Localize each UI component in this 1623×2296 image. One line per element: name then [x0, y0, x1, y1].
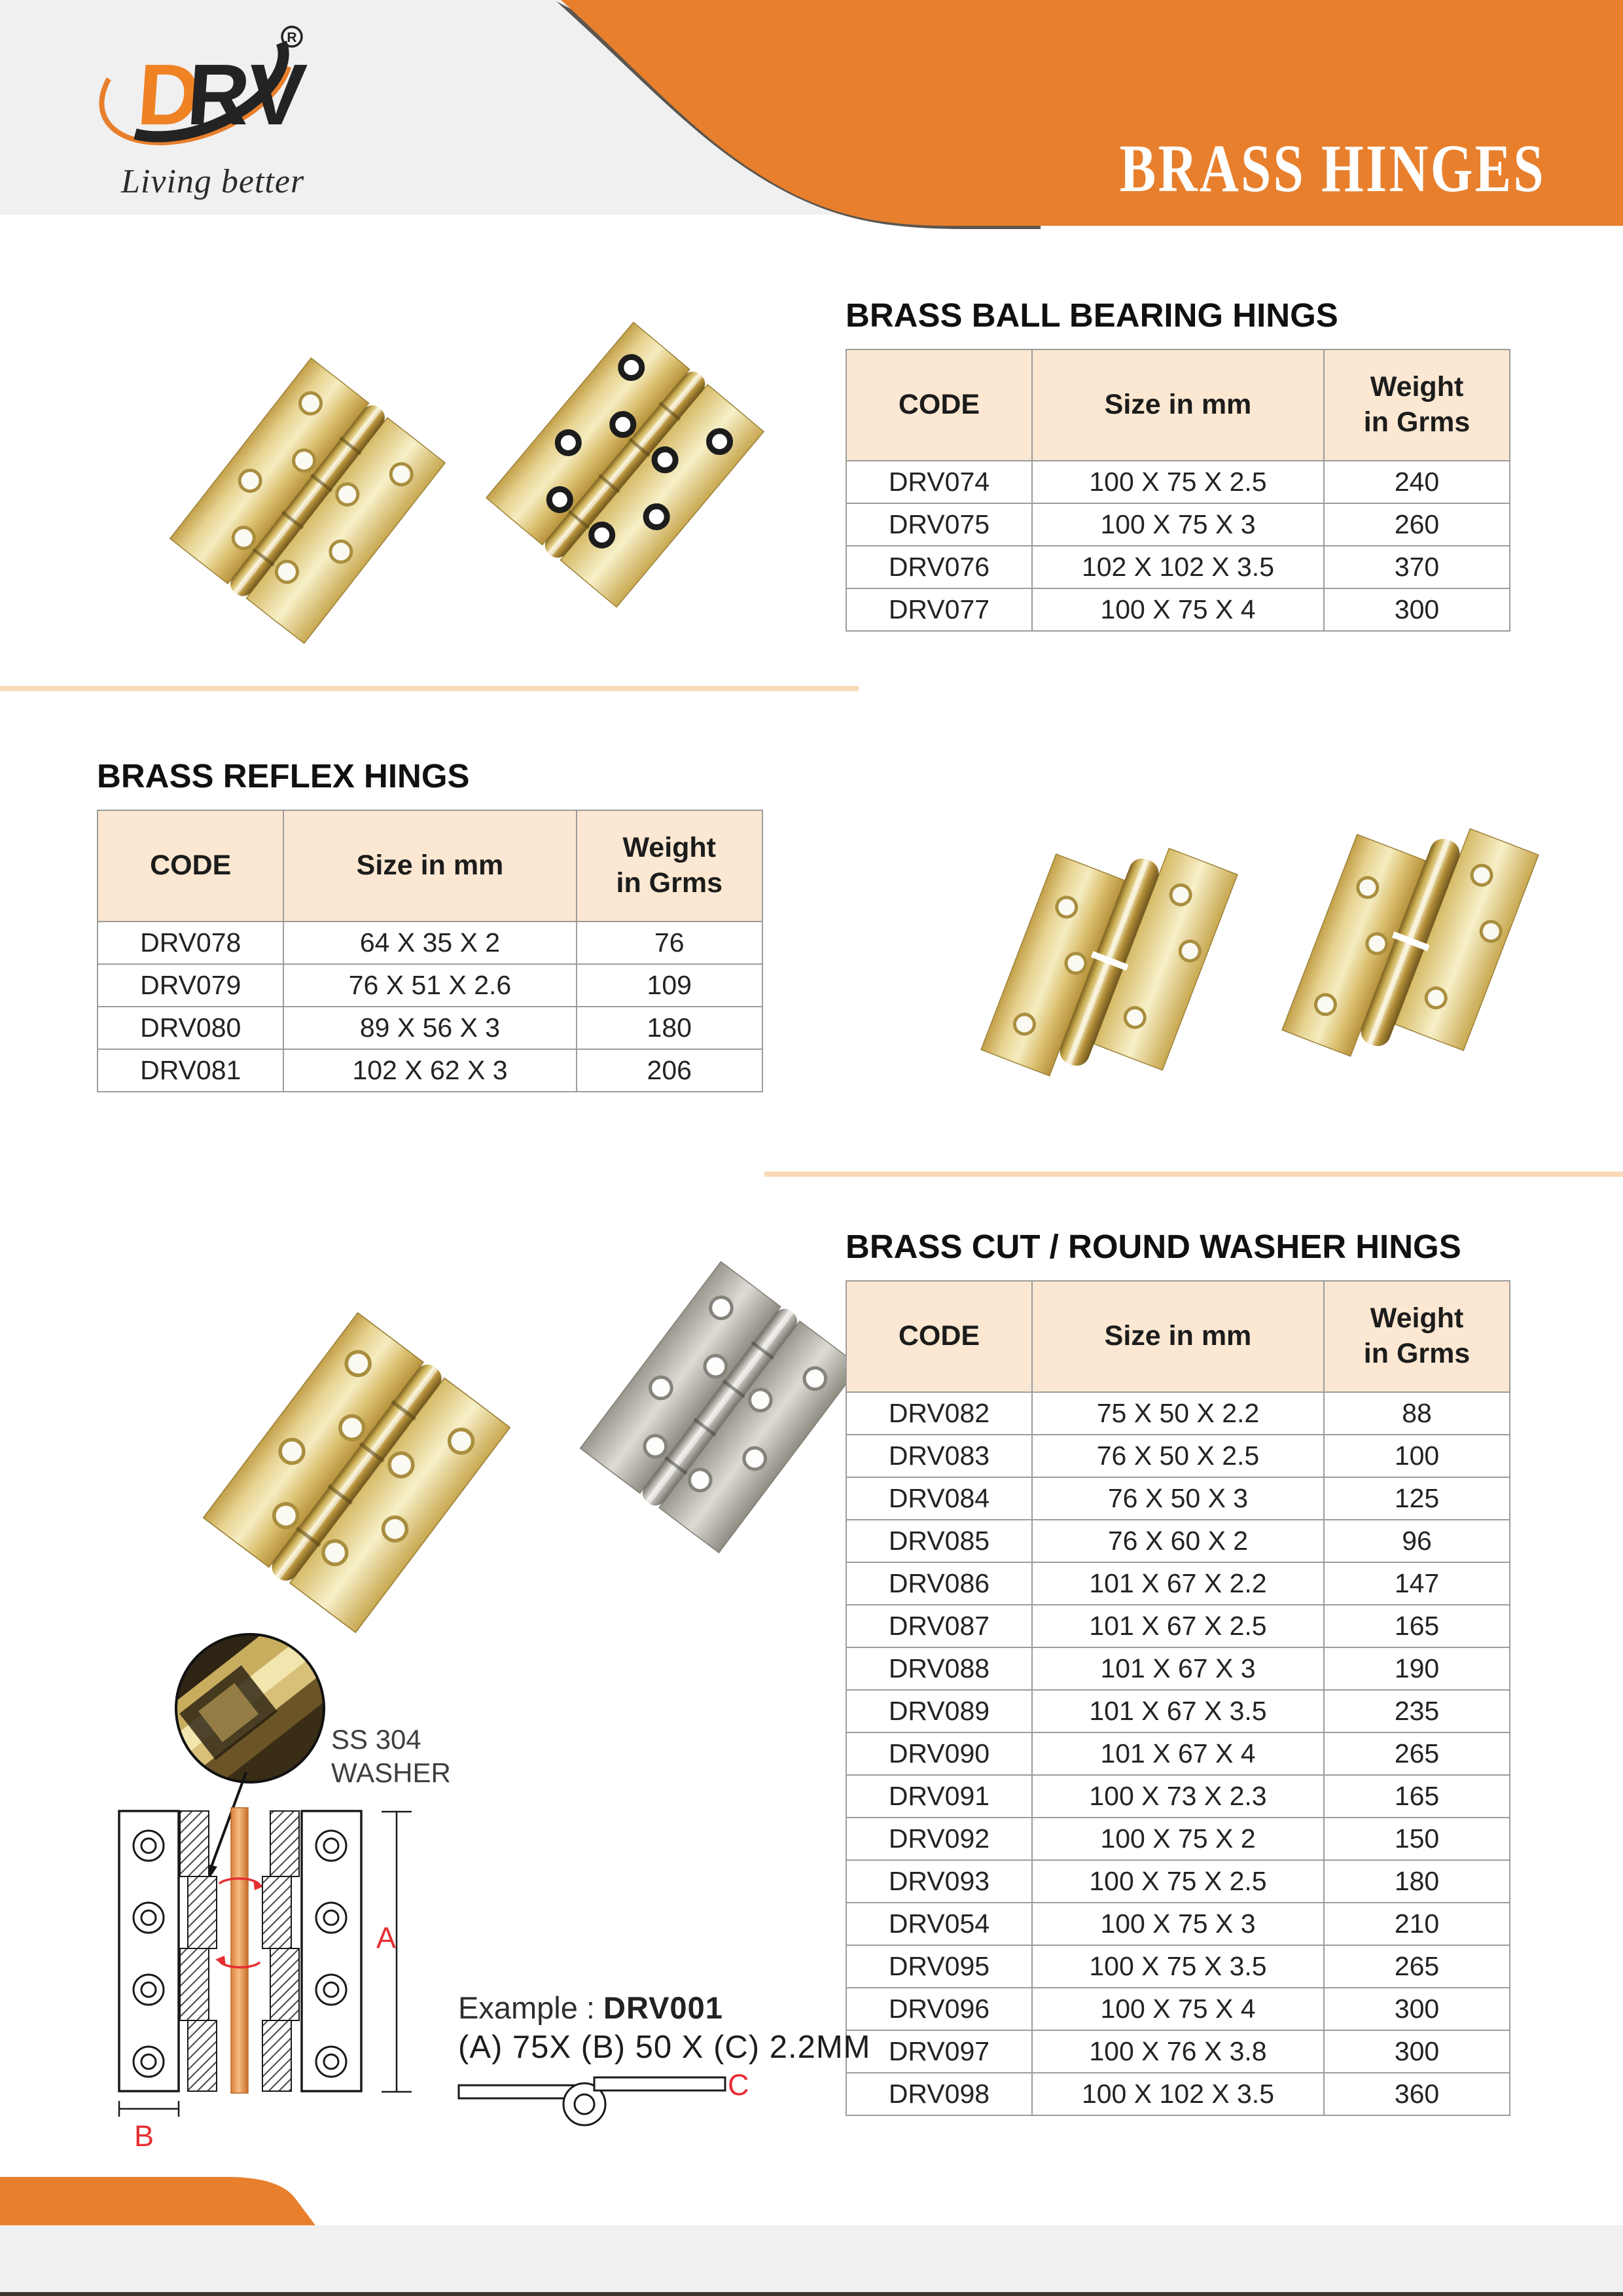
table-cell: DRV093 — [846, 1860, 1032, 1903]
table-cell: 76 X 50 X 3 — [1032, 1477, 1324, 1520]
washer-label-line2: WASHER — [331, 1757, 451, 1789]
table-cell: 101 X 67 X 2.2 — [1032, 1562, 1324, 1605]
table-row — [846, 2073, 1510, 2115]
weight-header-line2: in Grms — [1363, 1338, 1471, 1369]
col-header-size: Size in mm — [1032, 1281, 1324, 1392]
registered-mark-icon: R — [287, 30, 297, 45]
reflex-hinge-photo-2 — [1260, 782, 1561, 1103]
cut-washer-table — [846, 1280, 1510, 2116]
table-cell: 150 — [1324, 1818, 1510, 1860]
cut-washer-rows — [846, 1392, 1510, 2115]
table-cell: DRV077 — [846, 588, 1032, 631]
table-row — [846, 1903, 1510, 1945]
table-row — [846, 1732, 1510, 1775]
section-title-ball-bearing: BRASS BALL BEARING HINGS — [846, 296, 1338, 334]
table-cell: 260 — [1324, 503, 1510, 546]
washer-label — [331, 1723, 451, 1789]
table-row — [846, 1520, 1510, 1562]
table-cell: 100 X 102 X 3.5 — [1032, 2073, 1324, 2115]
table-row — [846, 588, 1510, 631]
example-dimensions: (A) 75X (B) 50 X (C) 2.2MM — [458, 2030, 871, 2065]
table-row — [98, 922, 762, 964]
table-cell: DRV095 — [846, 1945, 1032, 1988]
table-cell: 300 — [1324, 1988, 1510, 2030]
hinge-technical-diagram — [115, 1806, 769, 2134]
table-cell: 100 X 75 X 3.5 — [1032, 1945, 1324, 1988]
col-header-code: CODE — [846, 1281, 1032, 1392]
table-cell: 100 X 76 X 3.8 — [1032, 2030, 1324, 2073]
table-cell: 109 — [577, 964, 763, 1007]
table-cell: DRV080 — [98, 1007, 283, 1049]
ball-bearing-hinge-photo-2 — [461, 301, 789, 628]
table-header-row — [846, 350, 1510, 461]
table-cell: 76 X 51 X 2.6 — [283, 964, 576, 1007]
col-header-code: CODE — [846, 350, 1032, 461]
example-line — [458, 1990, 723, 2026]
table-cell: 100 X 75 X 3 — [1032, 1903, 1324, 1945]
table-cell: DRV086 — [846, 1562, 1032, 1605]
col-header-size: Size in mm — [283, 810, 576, 922]
table-cell: 101 X 67 X 3.5 — [1032, 1690, 1324, 1732]
logo-letter-d: D — [134, 46, 204, 143]
col-header-code: CODE — [98, 810, 283, 922]
weight-header-line1: Weight — [1370, 371, 1464, 403]
table-cell: 100 X 75 X 3 — [1032, 503, 1324, 546]
table-row — [846, 1562, 1510, 1605]
table-row — [98, 1049, 762, 1092]
table-row — [846, 2030, 1510, 2073]
table-cell: DRV088 — [846, 1647, 1032, 1690]
table-cell: 76 — [577, 922, 763, 964]
table-cell: 100 X 75 X 4 — [1032, 1988, 1324, 2030]
table-row — [846, 1392, 1510, 1435]
table-cell: DRV085 — [846, 1520, 1032, 1562]
table-cell: DRV083 — [846, 1435, 1032, 1477]
table-cell: 265 — [1324, 1945, 1510, 1988]
table-header-row — [98, 810, 762, 922]
table-cell: 75 X 50 X 2.2 — [1032, 1392, 1324, 1435]
weight-header-line2: in Grms — [1363, 406, 1471, 438]
table-cell: DRV098 — [846, 2073, 1032, 2115]
table-cell: 370 — [1324, 546, 1510, 588]
table-cell: DRV096 — [846, 1988, 1032, 2030]
table-row — [846, 1690, 1510, 1732]
col-header-weight — [1324, 350, 1510, 461]
table-cell: 180 — [1324, 1860, 1510, 1903]
cut-washer-hinge-photo-brass — [173, 1283, 540, 1662]
table-cell: 100 — [1324, 1435, 1510, 1477]
table-cell: 180 — [577, 1007, 763, 1049]
ball-bearing-hinge-photo-1 — [144, 337, 471, 664]
page-title: BRASS HINGES — [1119, 131, 1546, 206]
table-cell: DRV054 — [846, 1903, 1032, 1945]
cut-washer-section — [846, 1227, 1510, 2116]
col-header-size: Size in mm — [1032, 350, 1324, 461]
table-row — [846, 1860, 1510, 1903]
table-cell: DRV092 — [846, 1818, 1032, 1860]
table-cell: 240 — [1324, 461, 1510, 503]
table-cell: 210 — [1324, 1903, 1510, 1945]
table-cell: 125 — [1324, 1477, 1510, 1520]
table-row — [846, 503, 1510, 546]
cut-washer-hinge-photo-nickel — [550, 1230, 890, 1584]
table-row — [98, 964, 762, 1007]
table-row — [846, 1605, 1510, 1647]
drv-logo — [84, 5, 313, 162]
dimension-label-a: A — [376, 1921, 397, 1954]
table-row — [846, 1988, 1510, 2030]
reflex-rows — [98, 922, 762, 1092]
table-header-row — [846, 1281, 1510, 1392]
table-row — [846, 546, 1510, 588]
table-cell: DRV081 — [98, 1049, 283, 1092]
table-cell: 89 X 56 X 3 — [283, 1007, 576, 1049]
logo-letters-rv: RV — [184, 46, 310, 143]
table-cell: 300 — [1324, 2030, 1510, 2073]
ball-bearing-table — [846, 349, 1510, 632]
table-cell: 265 — [1324, 1732, 1510, 1775]
table-cell: 100 X 75 X 4 — [1032, 588, 1324, 631]
example-label: Example : — [458, 1990, 595, 2025]
table-row — [846, 461, 1510, 503]
table-cell: 100 X 75 X 2.5 — [1032, 461, 1324, 503]
table-cell: DRV076 — [846, 546, 1032, 588]
table-cell: 101 X 67 X 2.5 — [1032, 1605, 1324, 1647]
table-row — [846, 1945, 1510, 1988]
table-cell: 76 X 50 X 2.5 — [1032, 1435, 1324, 1477]
table-cell: 235 — [1324, 1690, 1510, 1732]
table-cell: DRV075 — [846, 503, 1032, 546]
table-cell: 64 X 35 X 2 — [283, 922, 576, 964]
table-cell: 360 — [1324, 2073, 1510, 2115]
table-cell: DRV079 — [98, 964, 283, 1007]
table-cell: 101 X 67 X 4 — [1032, 1732, 1324, 1775]
col-header-weight — [577, 810, 763, 922]
table-cell: DRV082 — [846, 1392, 1032, 1435]
reflex-section — [97, 757, 763, 1092]
dimension-label-b: B — [134, 2119, 154, 2153]
ball-bearing-section — [846, 296, 1510, 632]
table-cell: DRV074 — [846, 461, 1032, 503]
weight-header-line2: in Grms — [616, 867, 722, 899]
table-row — [846, 1477, 1510, 1520]
table-cell: 147 — [1324, 1562, 1510, 1605]
table-row — [846, 1647, 1510, 1690]
table-cell: 165 — [1324, 1775, 1510, 1818]
table-cell: DRV091 — [846, 1775, 1032, 1818]
table-cell: 96 — [1324, 1520, 1510, 1562]
table-cell: DRV089 — [846, 1690, 1032, 1732]
section-divider-2 — [764, 1172, 1623, 1177]
table-cell: 102 X 102 X 3.5 — [1032, 546, 1324, 588]
table-cell: DRV087 — [846, 1605, 1032, 1647]
table-row — [846, 1818, 1510, 1860]
table-cell: 100 X 75 X 2.5 — [1032, 1860, 1324, 1903]
footer-band — [0, 2225, 1623, 2296]
table-cell: 101 X 67 X 3 — [1032, 1647, 1324, 1690]
table-cell: DRV097 — [846, 2030, 1032, 2073]
footer-bottom-edge — [0, 2292, 1623, 2296]
reflex-hinge-photo-1 — [959, 802, 1260, 1122]
washer-macro-photo — [171, 1630, 329, 1787]
table-row — [98, 1007, 762, 1049]
weight-header-line1: Weight — [622, 832, 717, 864]
col-header-weight — [1324, 1281, 1510, 1392]
table-cell: 300 — [1324, 588, 1510, 631]
ball-bearing-rows — [846, 461, 1510, 631]
footer-accent-shape — [0, 2172, 340, 2231]
dimension-label-c: C — [728, 2068, 749, 2102]
example-code: DRV001 — [603, 1990, 723, 2025]
table-cell: DRV078 — [98, 922, 283, 964]
washer-label-line1: SS 304 — [331, 1724, 421, 1755]
section-title-cut-washer: BRASS CUT / ROUND WASHER HINGS — [846, 1228, 1461, 1265]
table-row — [846, 1775, 1510, 1818]
table-row — [846, 1435, 1510, 1477]
reflex-table — [97, 810, 763, 1092]
table-cell: 88 — [1324, 1392, 1510, 1435]
table-cell: 190 — [1324, 1647, 1510, 1690]
table-cell: 76 X 60 X 2 — [1032, 1520, 1324, 1562]
section-title-reflex: BRASS REFLEX HINGS — [97, 757, 470, 795]
weight-header-line1: Weight — [1370, 1302, 1464, 1335]
table-cell: 102 X 62 X 3 — [283, 1049, 576, 1092]
brand-tagline: Living better — [121, 163, 305, 200]
section-divider-1 — [0, 686, 859, 691]
table-cell: 165 — [1324, 1605, 1510, 1647]
table-cell: 100 X 73 X 2.3 — [1032, 1775, 1324, 1818]
table-cell: 206 — [577, 1049, 763, 1092]
table-cell: DRV090 — [846, 1732, 1032, 1775]
table-cell: 100 X 75 X 2 — [1032, 1818, 1324, 1860]
table-cell: DRV084 — [846, 1477, 1032, 1520]
